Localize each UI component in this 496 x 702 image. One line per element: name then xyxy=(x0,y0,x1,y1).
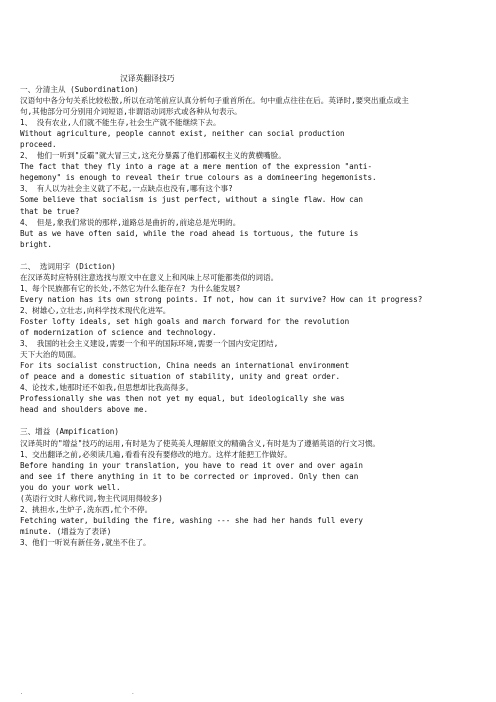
text-line: 2、 他们一听到"反霸"就大冒三丈,这充分暴露了他们那霸权主义的黄横嘴脸。 xyxy=(20,151,286,161)
blank-line xyxy=(20,415,490,426)
blank-line xyxy=(20,250,490,261)
text-line: that be true? xyxy=(20,206,80,216)
text-line: Foster lofty ideals, set high goals and march forward for the revolution xyxy=(20,316,350,326)
text-line: Fetching water, building the fire, washing --- she had her hands full every xyxy=(20,515,363,525)
text-line: For its socialist construction, China needs an international environment xyxy=(20,361,350,371)
text-line: 二、 选词用字 (Diction) xyxy=(20,261,116,271)
text-line: proceed. xyxy=(20,140,57,150)
text-line: 2、挑担水,生炉子,洗东西,忙个不停。 xyxy=(20,504,153,514)
text-line: Some believe that socialism is just perfect, without a single flaw. How can xyxy=(20,195,363,205)
text-line: 4、论技术,她那时还不如我,但思想却比我高得多。 xyxy=(20,383,194,393)
text-line: Without agriculture, people cannot exist, neither can social production xyxy=(20,129,345,139)
text-line: 3、 我国的社会主义建设,需要一个和平的国际环境,需要一个国内安定团结, xyxy=(20,339,279,349)
text-line: 3、他们一听说有新任务,就坐不住了。 xyxy=(20,537,151,547)
text-line: 句,其他部分可分别用介词短语,非谓语动词形式或各种从句表示。 xyxy=(20,107,242,117)
text-line: of peace and a domestic situation of stability, unity and great order. xyxy=(20,372,341,382)
text-line: hegemony" is enough to reveal their true colours as a domineering hegemonists. xyxy=(20,173,377,183)
text-line: But as we have often said, while the road ahead is tortuous, the future is xyxy=(20,228,359,238)
document-body xyxy=(20,84,490,548)
text-line: and see if there anything in it to be corrected or improved. Only then can xyxy=(20,471,359,481)
text-line: 一、分清主从 (Subordination) xyxy=(20,85,139,94)
text-line: 汉译英时的"增益"技巧的运用,有时是为了使英美人理解原文的精确含义,有时是为了遵循英语的行文习惯。 xyxy=(20,438,381,448)
page-footer: . . xyxy=(20,690,135,696)
text-line: of modernization of science and technology. xyxy=(20,328,217,338)
text-line: you do your work well. xyxy=(20,482,121,492)
text-line: 2、树雄心,立壮志,向科学技术现代化进军。 xyxy=(20,305,171,315)
text-line: 3、 有人以为社会主义就了不起,一点缺点也没有,哪有这个事? xyxy=(20,184,233,194)
text-line: (英语行文时人称代词,物主代词用得较多) xyxy=(20,493,163,503)
text-line: bright. xyxy=(20,239,53,249)
text-line: The fact that they fly into a rage at a mere mention of the expression "anti- xyxy=(20,162,373,172)
text-line: minute. (增益为了表译) xyxy=(20,526,112,536)
text-line: 三、增益 (Ampification) xyxy=(20,427,119,437)
text-line: Professionally she was then not yet my equal, but ideologically she was xyxy=(20,394,345,404)
text-line: Every nation has its own strong points. If not, how can it survive? How can it progress? xyxy=(20,294,423,304)
text-line: 天下大治的局面。 xyxy=(20,350,81,360)
text-line: 在汉译英时应特别注意选找与原文中在意义上和风味上尽可能都类似的词语。 xyxy=(20,272,279,282)
text-line: head and shoulders above me. xyxy=(20,405,149,415)
text-line: 4、 但是,象我们常说的那样,道路总是曲折的,前途总是光明的。 xyxy=(20,217,241,227)
document-title: 汉译英翻译技巧 xyxy=(120,74,175,83)
text-line: 汉语句中各分句关系比较松散,所以在动笔前应认真分析句子重首所在。句中重点往往在后。英译时,要突出重点或主 xyxy=(20,96,409,106)
text-line: 1、每个民族都有它的长处,不然它为什么能存在? 为什么能发展? xyxy=(20,283,241,293)
text-line: 1、交出翻译之前,必须读几遍,看看有没有要修改的地方。这样才能把工作做好。 xyxy=(20,449,292,459)
text-line: 1、 没有农业,人们就不能生存,社会生产就不能继续下去。 xyxy=(20,118,221,128)
text-line: Before handing in your translation, you have to read it over and over again xyxy=(20,460,363,470)
